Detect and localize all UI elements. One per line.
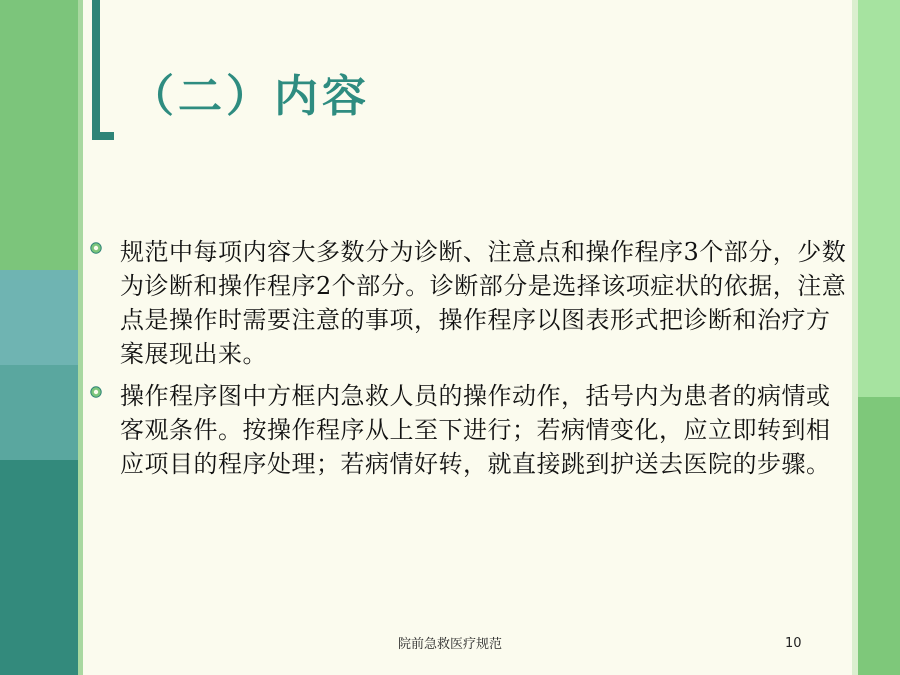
slide-title: （二）内容 (130, 71, 370, 122)
bullet-text: 操作程序图中方框内急救人员的操作动作，括号内为患者的病情或客观条件。按操作程序从上至下进行；若病情变化，应立即转到相应项目的程序处理；若病情好转，就直接跳到护送去医院的步骤。 (120, 382, 831, 478)
left-divider-strip (78, 0, 83, 675)
page-number: 10 (785, 636, 802, 651)
title-bracket-horizontal (92, 132, 114, 140)
slide-footer: 院前急救医疗规范 (397, 637, 502, 652)
left-decor-band-top (0, 0, 78, 270)
title-bracket-vertical (92, 0, 100, 140)
bullet-item (88, 235, 850, 371)
bullet-text: 规范中每项内容大多数分为诊断、注意点和操作程序3个部分，少数为诊断和操作程序2个部分。诊断部分是选择该项症状的依据，注意点是操作时需要注意的事项，操作程序以图表形式把诊断和治疗方案展现出来。 (120, 238, 847, 368)
bullet-item (88, 379, 850, 481)
left-decor-band-mid (0, 270, 78, 365)
slide-content (88, 235, 850, 489)
left-decor-band-mid-2 (0, 365, 78, 460)
right-decor-band-top (858, 0, 900, 397)
diamond-bullet-icon (90, 242, 102, 254)
diamond-bullet-icon (90, 386, 102, 398)
